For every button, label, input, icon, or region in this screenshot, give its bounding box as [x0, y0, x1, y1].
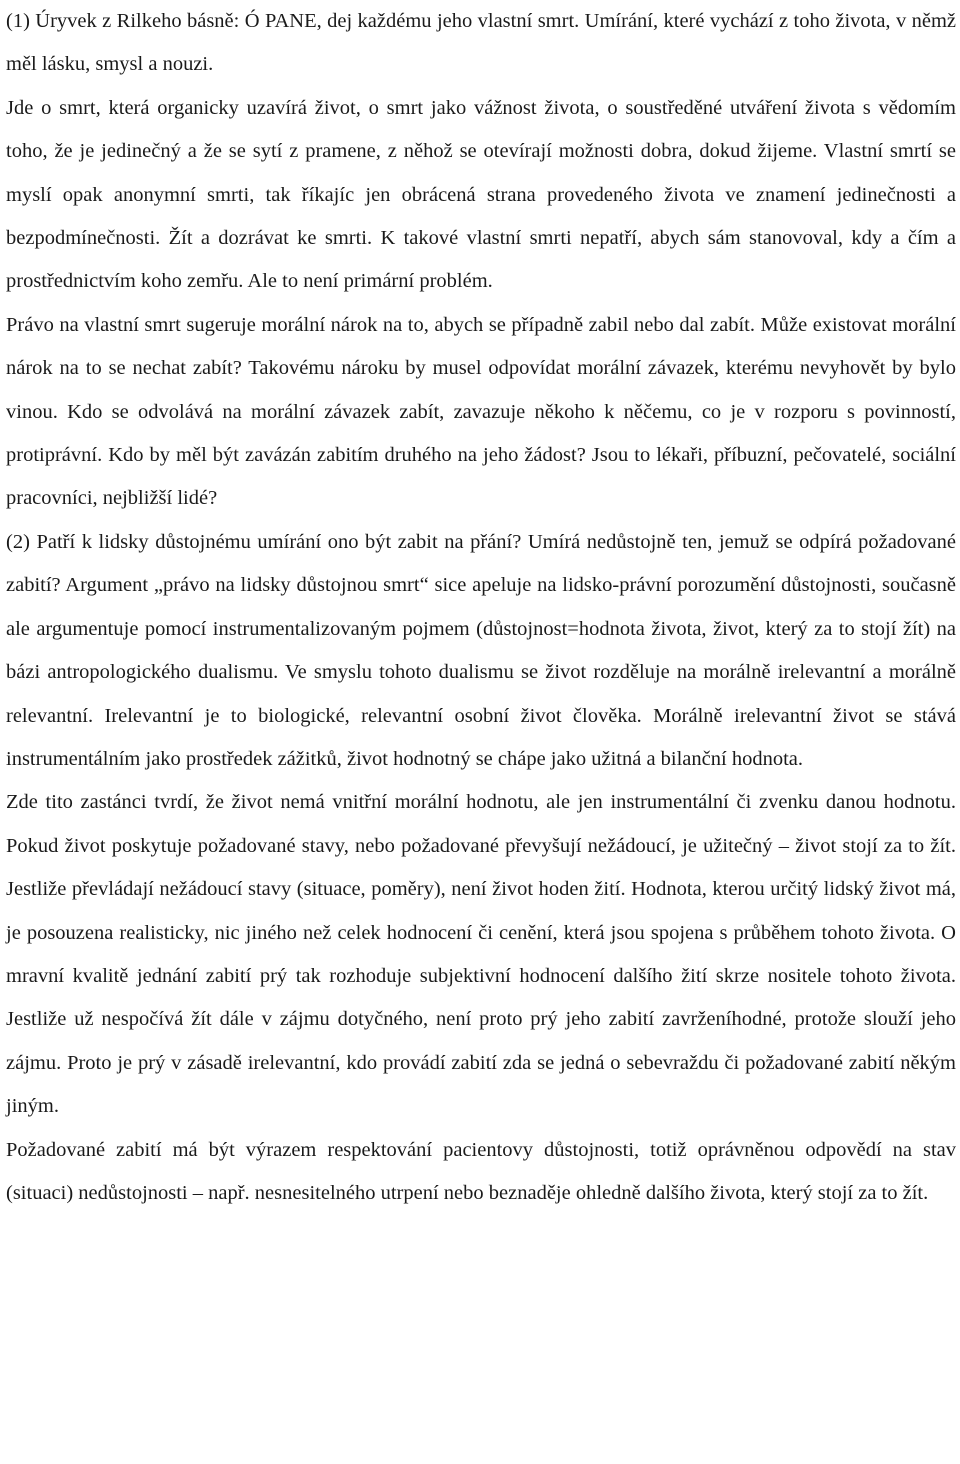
paragraph-rilke-quote: (1) Úryvek z Rilkeho básně: Ó PANE, dej každému jeho vlastní smrt. Umírání, které vychází z toho života, v němž měl lásku, smysl a nouzi.: [6, 10, 956, 76]
document-page: [6, 0, 956, 1215]
paragraph-right-to-death: Právo na vlastní smrt sugeruje morální nárok na to, abych se případně zabil nebo dal zabít. Může existovat morální nárok na to se nechat zabít? Takovému nároku by musel odpovídat morální závazek, kterému nevyhovět by bylo vinou. Kdo se odvolává na morální závazek zabít, zavazuje někoho k něčemu, co je v rozporu s povinností, protiprávní. Kdo by měl být zavázán zabitím druhého na jeho žádost? Jsou to lékaři, příbuzní, pečovatelé, sociální pracovníci, nejbližší lidé?: [6, 313, 956, 510]
paragraph-requested-killing: Požadované zabití má být výrazem respektování pacientovy důstojnosti, totiž oprávněnou odpovědí na stav (situaci) nedůstojnosti – např. nesnesitelného utrpení nebo beznaděje ohledně dalšího života, který stojí za to žít.: [6, 1138, 956, 1204]
paragraph-instrumental-value: Zde tito zastánci tvrdí, že život nemá vnitřní morální hodnotu, ale jen instrumentální či zvenku danou hodnotu. Pokud život poskytuje požadované stavy, nebo požadované převyšují nežádoucí, je užitečný – život stojí za to žít. Jestliže převládají nežádoucí stavy (situace, poměry), není život hoden žití. Hodnota, kterou určitý lidský život má, je posouzena realisticky, nic jiného než celek hodnocení či cenění, která jsou spojena s průběhem tohoto života. O mravní kvalitě jednání zabití prý tak rozhoduje subjektivní hodnocení dalšího žití skrze nositele tohoto života. Jestliže už nespočívá žít dále v zájmu dotyčného, není proto prý jeho zabití zavrženíhodné, protože slouží jeho zájmu. Proto je prý v zásadě irelevantní, kdo provádí zabití zda se jedná o sebevraždu či požadované zabití někým jiným.: [6, 791, 956, 1118]
paragraph-dignified-dying: (2) Patří k lidsky důstojnému umírání ono být zabit na přání? Umírá nedůstojně ten, jemuž se odpírá požadované zabití? Argument „právo na lidsky důstojnou smrt“ sice apeluje na lidsko-právní porozumění důstojnosti, současně ale argumentuje pomocí instrumentalizovaným pojmem (důstojnost=hodnota života, život, který za to stojí žít) na bázi antropologického dualismu. Ve smyslu tohoto dualismu se život rozděluje na morálně irelevantní a morálně relevantní. Irelevantní je to biologické, relevantní osobní život člověka. Morálně irelevantní život se stává instrumentálním jako prostředek zážitků, život hodnotný se chápe jako užitná a bilanční hodnota.: [6, 530, 956, 770]
paragraph-own-death: Jde o smrt, která organicky uzavírá život, o smrt jako vážnost života, o soustředěné utváření života s vědomím toho, že je jedinečný a že se sytí z pramene, z něhož se otevírají možnosti dobra, dokud žijeme. Vlastní smrtí se myslí opak anonymní smrti, tak říkajíc jen obrácená strana provedeného života ve znamení jedinečnosti a bezpodmínečnosti. Žít a dozrávat ke smrti. K takové vlastní smrti nepatří, abych sám stanovoval, kdy a čím a prostřednictvím koho zemřu. Ale to není primární problém.: [6, 96, 956, 293]
